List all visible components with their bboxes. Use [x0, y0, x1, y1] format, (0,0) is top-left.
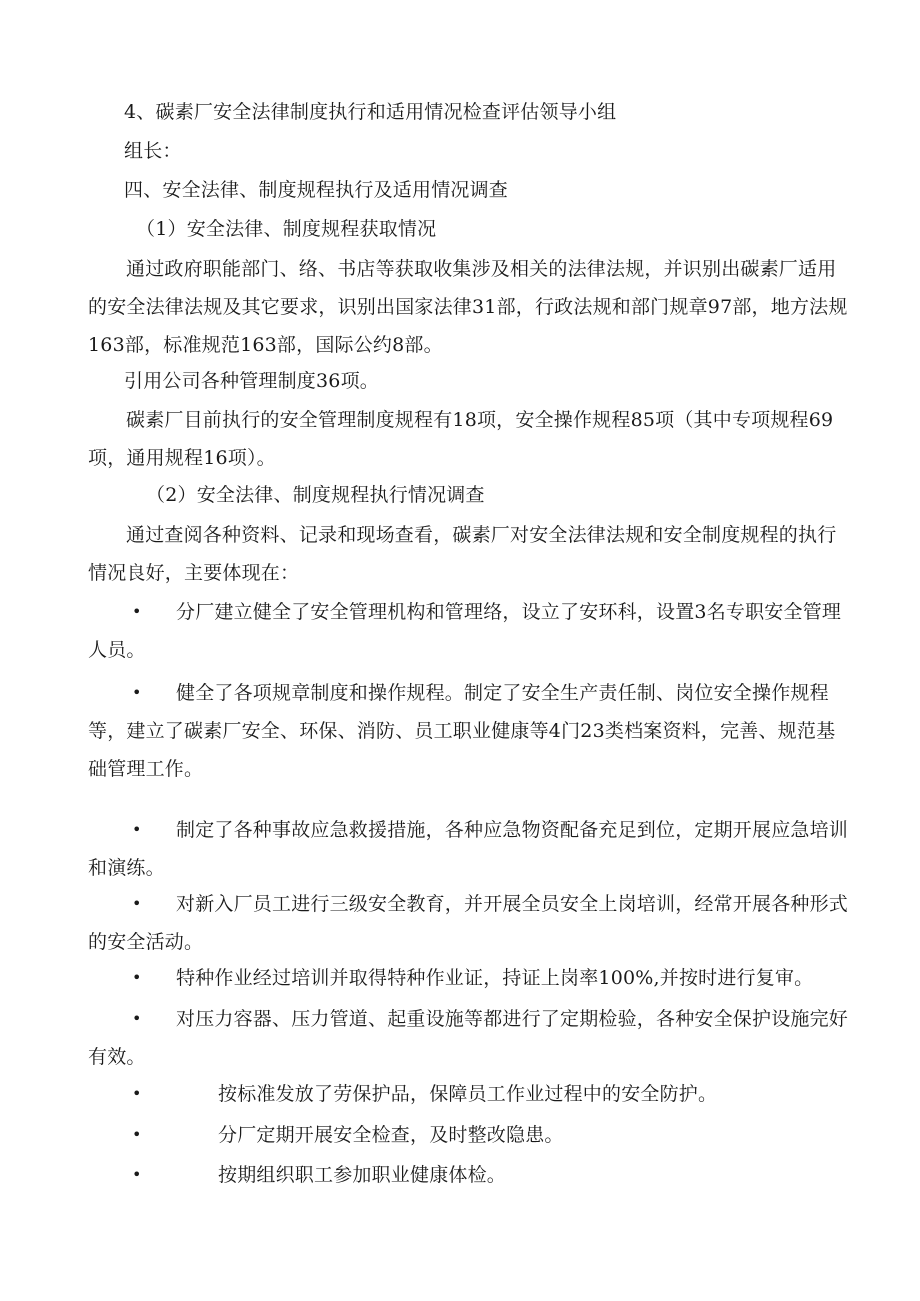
bullet-item: 按标准发放了劳保护品，保障员工作业过程中的安全防护。 — [218, 1083, 718, 1105]
group-heading: 4、碳素厂安全法律制度执行和适用情况检查评估领导小组 — [124, 101, 617, 123]
group-leader-label: 组长： — [124, 140, 182, 162]
paragraph-company-rules: 引用公司各种管理制度36项。 — [124, 370, 379, 392]
bullet-item: 分厂定期开展安全检查，及时整改隐患。 — [218, 1124, 564, 1146]
bullet-item: 健全了各项规章制度和操作规程。制定了安全生产责任制、岗位安全操作规程等，建立了碳素厂安全、环保、消防、员工职业健康等4门23类档案资料，完善、规范基础管理工作。 — [88, 682, 836, 780]
bullet-item: 制定了各种事故应急救援措施，各种应急物资配备充足到位，定期开展应急培训和演练。 — [88, 819, 849, 879]
bullet-marker: • — [132, 602, 142, 621]
bullet-marker: • — [132, 1084, 142, 1103]
bullet-item: 对新入厂员工进行三级安全教育，并开展全员安全上岗培训，经常开展各种形式的安全活动。 — [88, 893, 849, 953]
subsection-2-title: （2）安全法律、制度规程执行情况调查 — [146, 484, 485, 506]
paragraph-law-acquisition: 通过政府职能部门、络、书店等获取收集涉及相关的法律法规，并识别出碳素厂适用的安全法律法规及其它要求，识别出国家法律31部，行政法规和部门规章97部，地方法规163部，标准规范163部，国际公约8部。 — [88, 258, 848, 356]
bullet-marker: • — [132, 1009, 142, 1028]
bullet-marker: • — [132, 1165, 142, 1184]
subsection-1-title: （1）安全法律、制度规程获取情况 — [136, 218, 437, 240]
bullet-marker: • — [132, 820, 142, 839]
bullet-marker: • — [132, 683, 142, 702]
paragraph-execution-intro: 通过查阅各种资料、记录和现场查看，碳素厂对安全法律法规和安全制度规程的执行情况良好，主要体现在： — [88, 524, 837, 584]
bullet-marker: • — [132, 968, 142, 987]
bullet-item: 特种作业经过培训并取得特种作业证，持证上岗率100%,并按时进行复审。 — [176, 967, 814, 989]
paragraph-current-rules: 碳素厂目前执行的安全管理制度规程有18项，安全操作规程85项（其中专项规程69项，通用规程16项）。 — [88, 409, 834, 469]
bullet-marker: • — [132, 894, 142, 913]
bullet-item: 对压力容器、压力管道、起重设施等都进行了定期检验，各种安全保护设施完好有效。 — [88, 1008, 849, 1068]
section-4-title: 四、安全法律、制度规程执行及适用情况调查 — [124, 179, 509, 201]
bullet-item: 按期组织职工参加职业健康体检。 — [218, 1164, 507, 1186]
bullet-marker: • — [132, 1125, 142, 1144]
bullet-item: 分厂建立健全了安全管理机构和管理络，设立了安环科，设置3名专职安全管理人员。 — [88, 601, 842, 661]
